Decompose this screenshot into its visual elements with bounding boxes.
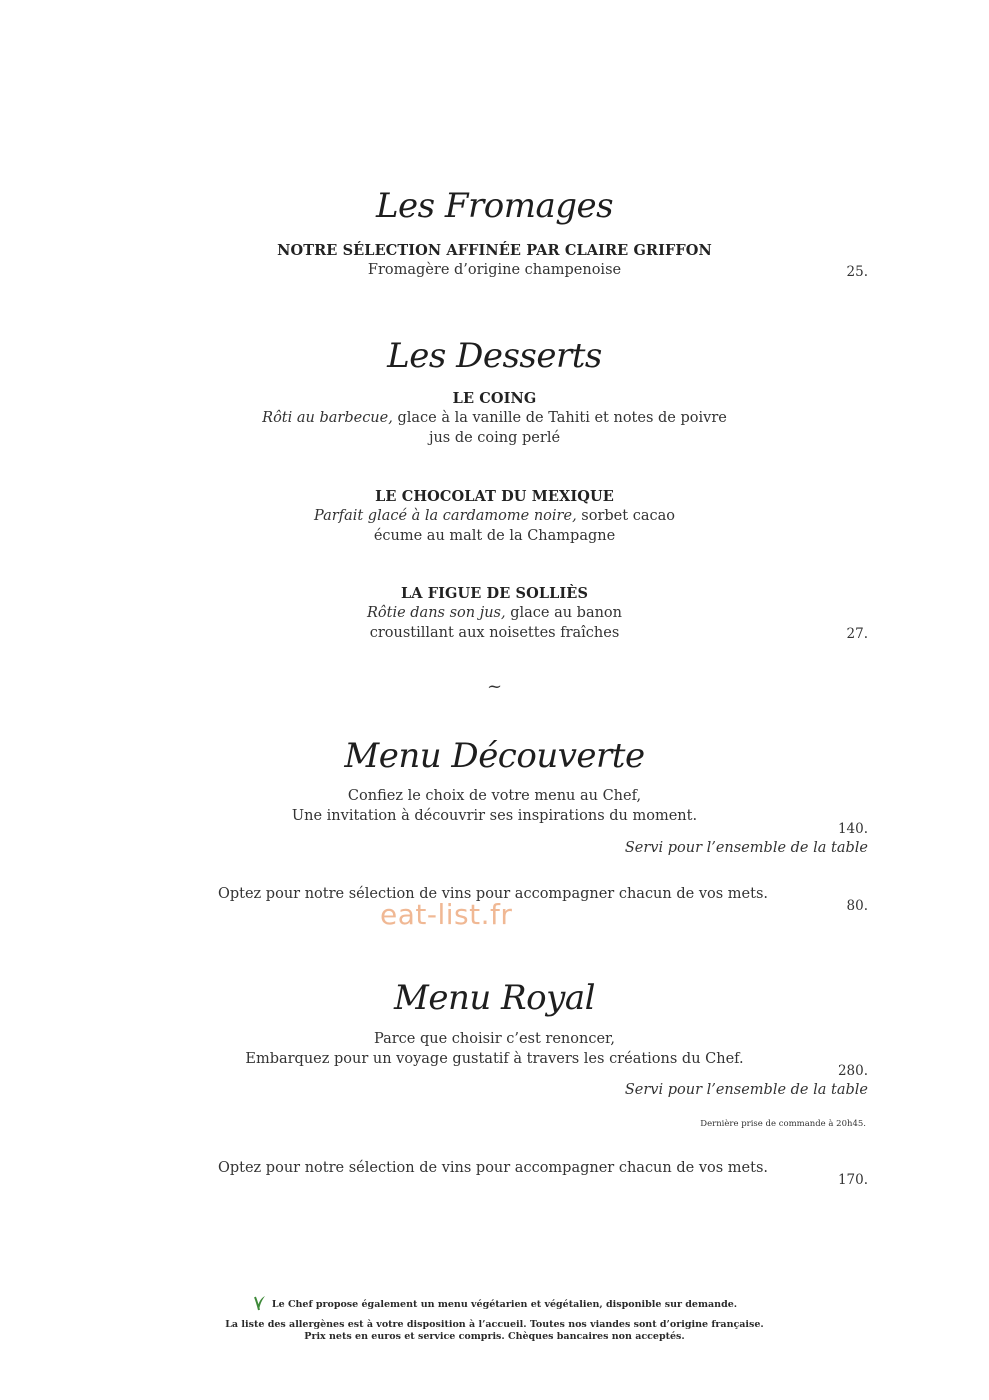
royal-serving-note: Servi pour l’ensemble de la table: [624, 1082, 868, 1098]
section-separator: ~: [486, 676, 503, 697]
dessert-1-line2: jus de coing perlé: [428, 430, 561, 446]
desserts-price: 27.: [846, 626, 868, 642]
royal-line2: Embarquez pour un voyage gustatif à travers les créations du Chef.: [245, 1051, 744, 1067]
royal-price: 280.: [837, 1063, 868, 1079]
dessert-2-italic: Parfait glacé à la cardamome noire,: [314, 508, 577, 524]
footer-vegetarian-note: Le Chef propose également un menu végétarien et végétalien, disponible sur demande.: [271, 1299, 738, 1310]
decouverte-serving-note: Servi pour l’ensemble de la table: [624, 840, 868, 856]
footer-allergens-note: La liste des allergènes est à votre disposition à l’accueil. Toutes nos viandes sont d’origine française.: [225, 1319, 764, 1330]
heading-fromages: Les Fromages: [375, 186, 614, 226]
royal-wine-pairing: Optez pour notre sélection de vins pour accompagner chacun de vos mets.: [217, 1160, 769, 1176]
footer-vegetarian-row: [0, 1294, 989, 1315]
dessert-3-title: LA FIGUE DE SOLLIÈS: [400, 585, 589, 602]
fromages-item-description: Fromagère d’origine champenoise: [367, 262, 622, 278]
dessert-3-line1: [0, 605, 989, 621]
royal-last-order-note: Dernière prise de commande à 20h45.: [700, 1119, 866, 1129]
decouverte-wine-pairing: Optez pour notre sélection de vins pour accompagner chacun de vos mets.: [217, 886, 769, 902]
dessert-3-line1-rest: glace au banon: [505, 605, 623, 621]
footer-prices-note: Prix nets en euros et service compris. Chèques bancaires non acceptés.: [304, 1331, 685, 1342]
dessert-2-line2: écume au malt de la Champagne: [373, 528, 616, 544]
dessert-1-line1: [0, 410, 989, 426]
decouverte-line2: Une invitation à découvrir ses inspirations du moment.: [291, 808, 698, 824]
heading-menu-royal: Menu Royal: [394, 978, 595, 1018]
dessert-2-line1: [0, 508, 989, 524]
heading-desserts: Les Desserts: [387, 336, 602, 376]
fromages-item-title: NOTRE SÉLECTION AFFINÉE PAR CLAIRE GRIFFON: [277, 242, 712, 259]
dessert-1-italic: Rôti au barbecue,: [262, 410, 393, 426]
watermark: eat-list.fr: [380, 898, 513, 931]
decouverte-line1: Confiez le choix de votre menu au Chef,: [347, 788, 642, 804]
dessert-3-italic: Rôtie dans son jus,: [366, 605, 506, 621]
royal-wine-price: 170.: [837, 1172, 868, 1188]
fromages-price: 25.: [846, 264, 868, 280]
leaf-icon: [252, 1295, 266, 1315]
dessert-1-title: LE COING: [452, 390, 537, 407]
dessert-1-line1-rest: glace à la vanille de Tahiti et notes de poivre: [392, 410, 727, 426]
royal-line1: Parce que choisir c’est renoncer,: [373, 1031, 615, 1047]
decouverte-wine-price: 80.: [846, 898, 868, 914]
heading-menu-decouverte: Menu Découverte: [344, 736, 645, 776]
dessert-2-title: LE CHOCOLAT DU MEXIQUE: [375, 488, 614, 505]
dessert-2-line1-rest: sorbet cacao: [576, 508, 675, 524]
dessert-3-line2: croustillant aux noisettes fraîches: [369, 625, 620, 641]
decouverte-price: 140.: [837, 821, 868, 837]
